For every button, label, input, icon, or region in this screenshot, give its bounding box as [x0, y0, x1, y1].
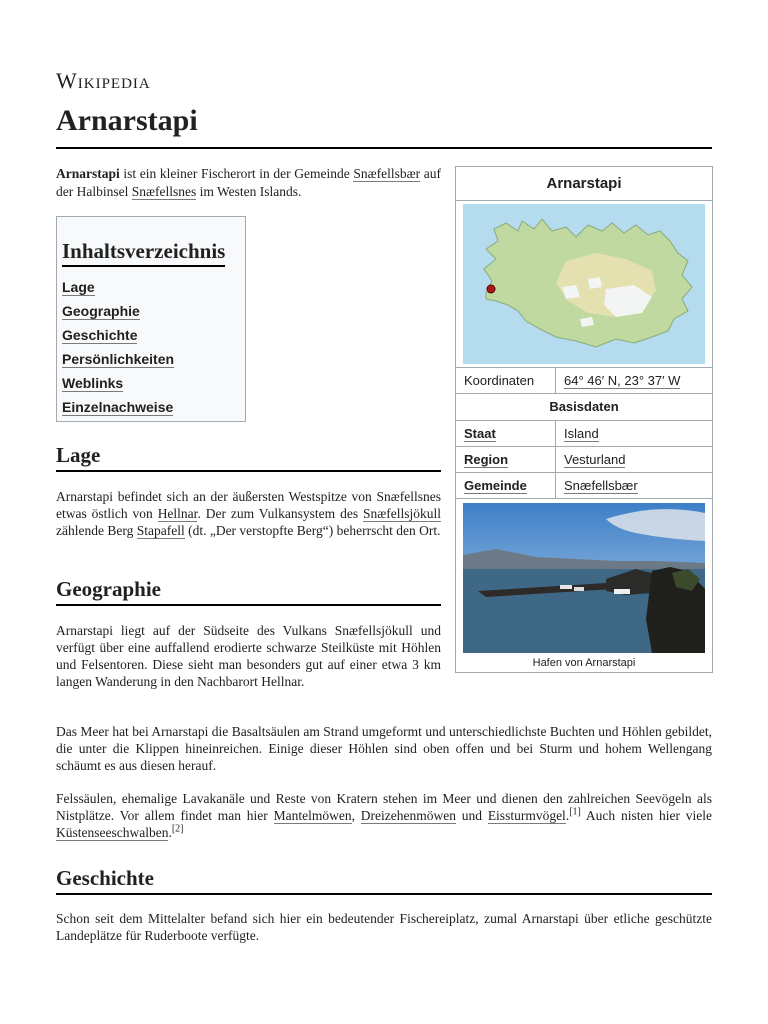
geo-text: .	[565, 808, 570, 823]
toc-item-label[interactable]: Weblinks	[62, 375, 124, 391]
geo-text: Felssäulen, ehemalige Lavakanäle und Reste von Kratern stehen im Meer und dienen den zahlreichen Seevögeln als Nistplätze. Vor allem findet man hier	[56, 791, 712, 823]
geographie-paragraph-2: Das Meer hat bei Arnarstapi die Basaltsäulen am Strand umgeformt und unterschiedlichste Buchten und Höhlen gebildet, die unter die Klippen hineinreichen. Einige dieser Höhlen sind oben offen und bei Sturm und hohem Wellengang schäumt es aus diesen herauf.	[56, 724, 712, 773]
toc-list	[62, 275, 240, 419]
link-hellnar[interactable]: Hellnar	[157, 506, 198, 521]
photo-boat	[614, 589, 630, 594]
map-glacier-hofsjokull	[588, 277, 602, 289]
infobox	[455, 166, 713, 673]
heading-geschichte: Geschichte	[56, 866, 154, 890]
lage-paragraph	[56, 488, 441, 539]
geographie-paragraph-1: Arnarstapi liegt auf der Südseite des Vulkans Snæfellsjökull und verfügt über eine auffallend erodierte schwarze Steilküste mit Höhlen und Felsentoren. Diese sieht man besonders gut auf einer etwa 3 km langen Wanderung in den Nachbarort Hellnar.	[56, 623, 441, 689]
row-label-link[interactable]: Gemeinde	[464, 478, 527, 493]
geo-text: und	[455, 808, 488, 823]
geo-text: Auch nisten hier viele	[580, 808, 713, 823]
heading-geographie: Geographie	[56, 577, 161, 601]
toc-item-label[interactable]: Geographie	[62, 303, 140, 319]
lead-bold-term: Arnarstapi	[56, 166, 120, 181]
photo-boat	[560, 585, 572, 589]
photo-caption: Hafen von Arnarstapi	[532, 657, 636, 669]
infobox-section-basisdaten: Basisdaten	[456, 394, 712, 421]
row-label	[456, 473, 556, 498]
lage-text: zählende Berg	[56, 523, 137, 538]
infobox-row-gemeinde	[456, 473, 712, 499]
lead-paragraph	[56, 165, 441, 201]
row-label-link[interactable]: Staat	[464, 426, 496, 441]
toc-item-lage[interactable]	[62, 275, 240, 299]
geo-text: ,	[351, 808, 361, 823]
row-label	[456, 421, 556, 446]
link-snaefellsjokull[interactable]: Snæfellsjökull	[362, 506, 441, 521]
heading-lage: Lage	[56, 443, 101, 467]
row-value-link[interactable]: Snæfellsbær	[564, 478, 638, 493]
lage-text: (dt. „Der verstopfte Berg“) beherrscht den Ort.	[184, 523, 441, 538]
lage-text: . Der zum Vulkansystem des	[197, 506, 363, 521]
heading-rule	[56, 604, 441, 606]
toc-item-label[interactable]: Einzelnachweise	[62, 399, 174, 415]
link-dreizehenmoewen[interactable]: Dreizehenmöwen	[360, 808, 456, 823]
geo-text: .	[168, 825, 172, 840]
link-mantelmoewen[interactable]: Mantelmöwen	[273, 808, 352, 823]
link-kuestenseeschwalben[interactable]: Küstenseeschwalben	[56, 825, 169, 840]
geschichte-paragraph-1: Schon seit dem Mittelalter befand sich hier ein bedeutender Fischereiplatz, zumal Arnarstapi über etliche geschützte Landeplätze für Ruderboote verfügte.	[56, 911, 712, 943]
iceland-locator-map[interactable]	[456, 201, 712, 368]
row-label	[456, 447, 556, 472]
row-value-link[interactable]: Vesturland	[564, 452, 626, 467]
heading-rule	[56, 470, 441, 472]
lead-text: im Westen Islands.	[196, 184, 302, 199]
coords-label: Koordinaten	[456, 368, 556, 393]
toc-item-label[interactable]: Geschichte	[62, 327, 138, 343]
infobox-row-region	[456, 447, 712, 473]
table-of-contents	[56, 216, 246, 422]
toc-item-einzelnachweise[interactable]	[62, 395, 240, 419]
heading-rule	[56, 893, 712, 895]
lead-text: ist ein kleiner Fischerort in der Gemeinde	[119, 166, 354, 181]
location-marker-icon	[487, 285, 495, 293]
toc-item-label[interactable]: Persönlichkeiten	[62, 351, 175, 367]
coords-value[interactable]: 64° 46′ N, 23° 37′ W	[564, 373, 681, 388]
map-svg	[456, 201, 712, 367]
title-divider	[56, 147, 712, 149]
reference-2[interactable]: [2]	[171, 823, 184, 835]
row-label-link[interactable]: Region	[464, 452, 509, 467]
toc-item-weblinks[interactable]	[62, 371, 240, 395]
reference-1[interactable]: [1]	[569, 806, 581, 818]
toc-heading: Inhaltsverzeichnis	[62, 239, 225, 267]
toc-item-geographie[interactable]	[62, 299, 240, 323]
geographie-paragraph-3	[56, 790, 712, 841]
photo-svg	[456, 499, 712, 655]
infobox-title: Arnarstapi	[456, 167, 712, 201]
link-stapafell[interactable]: Stapafell	[136, 523, 185, 538]
photo-boat	[574, 587, 584, 591]
toc-item-geschichte[interactable]	[62, 323, 240, 347]
toc-item-label[interactable]: Lage	[62, 279, 95, 295]
toc-item-persoenlichkeiten[interactable]	[62, 347, 240, 371]
link-snaefellsnes[interactable]: Snæfellsnes	[131, 184, 197, 199]
infobox-row-staat	[456, 421, 712, 447]
page-title: Arnarstapi	[56, 104, 198, 137]
harbour-photo[interactable]	[456, 499, 712, 675]
row-value-link[interactable]: Island	[564, 426, 599, 441]
wikipedia-wordmark[interactable]: Wikipedia	[56, 68, 151, 93]
link-snaefellsbaer[interactable]: Snæfellsbær	[353, 166, 421, 181]
lead-text: auf der Halbinsel	[56, 166, 441, 199]
infobox-row-coordinates	[456, 368, 712, 394]
link-eissturmvoegel[interactable]: Eissturmvögel	[487, 808, 566, 823]
lage-text: Arnarstapi befindet sich an der äußersten Westspitze von Snæfellsnes etwas östlich von	[56, 489, 441, 521]
